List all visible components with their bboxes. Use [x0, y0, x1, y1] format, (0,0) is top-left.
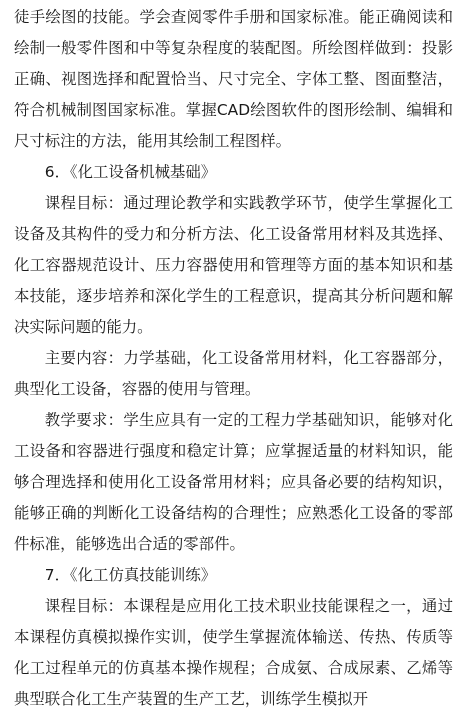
paragraph-course-goal-7: 课程目标：本课程是应用化工技术职业技能课程之一，通过本课程仿真模拟操作实训，使学生掌握流体输送、传热、传质等化工过程单元的仿真基本操作规程；合成氨、合成尿素、乙烯等典型联合化工生产装置的生产工艺，训练学生模拟开	[14, 597, 453, 708]
section-heading-7: 7．《化工仿真技能训练》	[44, 566, 217, 584]
paragraph-course-goal-6: 课程目标：通过理论教学和实践教学环节，使学生掌握化工设备及其构件的受力和分析方法、化工设备常用材料及其选择、化工容器规范设计、压力容器使用和管理等方面的基本知识和基本技能，逐步培养和深化学生的工程意识，提高其分析问题和解决实际问题的能力。	[14, 194, 453, 336]
paragraph-teaching-requirements-6: 教学要求：学生应具有一定的工程力学基础知识，能够对化工设备和容器进行强度和稳定计算；应掌握适量的材料知识，能够合理选择和使用化工设备常用材料；应具备必要的结构知识，能够正确的判断化工设备结构的合理性；应熟悉化工设备的零部件标准，能够选出合适的零部件。	[14, 411, 453, 553]
paragraph-continued: 徒手绘图的技能。学会查阅零件手册和国家标准。能正确阅读和绘制一般零件图和中等复杂程度的装配图。所绘图样做到：投影正确、视图选择和配置恰当、尺寸完全、字体工整、图面整洁，符合机械制图国家标准。掌握CAD绘图软件的图形绘制、编辑和尺寸标注的方法，能用其绘制工程图样。	[14, 8, 453, 150]
paragraph-main-content-6: 主要内容：力学基础，化工设备常用材料，化工容器部分，典型化工设备，容器的使用与管理。	[14, 349, 453, 398]
section-heading-6: 6．《化工设备机械基础》	[44, 163, 217, 181]
document-page	[0, 2, 467, 708]
